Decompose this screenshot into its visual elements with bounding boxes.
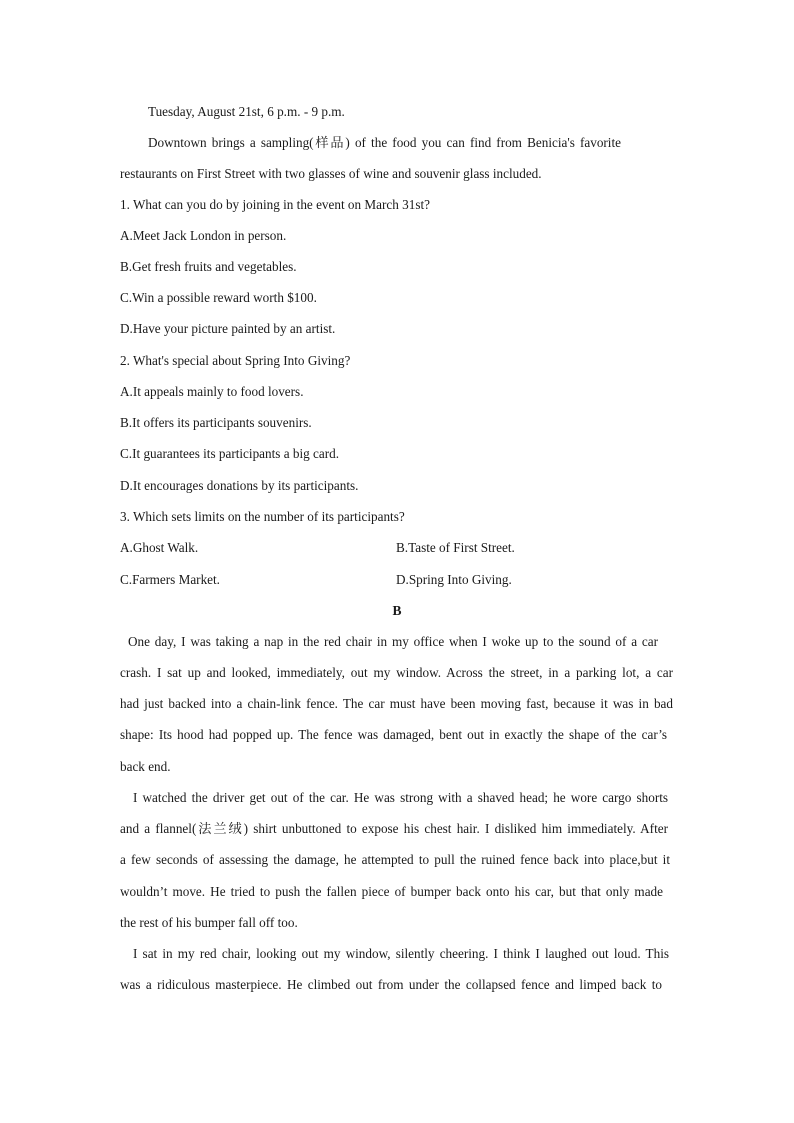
question-3-option-c: C.Farmers Market. bbox=[120, 572, 220, 587]
question-1-option-c: C.Win a possible reward worth $100. bbox=[120, 290, 317, 305]
passage-b-line-5: back end. bbox=[120, 759, 171, 774]
passage-b-line-4: shape: Its hood had popped up. The fence was damaged, bent out in exactly the shape of the car’s bbox=[120, 727, 667, 742]
event-description-line-2: restaurants on First Street with two glasses of wine and souvenir glass included. bbox=[120, 166, 542, 181]
question-2-stem: 2. What's special about Spring Into Giving? bbox=[120, 353, 351, 368]
question-3-stem: 3. Which sets limits on the number of its participants? bbox=[120, 509, 405, 524]
question-2-option-d: D.It encourages donations by its participants. bbox=[120, 478, 359, 493]
passage-b-line-12: was a ridiculous masterpiece. He climbed out from under the collapsed fence and limped back to bbox=[120, 977, 662, 992]
passage-b-line-3: had just backed into a chain-link fence. The car must have been moving fast, because it was in bad bbox=[120, 696, 673, 711]
event-description-line-1: Downtown brings a sampling(样品) of the food you can find from Benicia's favorite bbox=[148, 135, 621, 150]
passage-b-line-11: I sat in my red chair, looking out my window, silently cheering. I think I laughed out loud. This bbox=[133, 946, 669, 961]
passage-b-line-8: a few seconds of assessing the damage, he attempted to pull the ruined fence back into place,but it bbox=[120, 852, 670, 867]
question-2-option-a: A.It appeals mainly to food lovers. bbox=[120, 384, 304, 399]
question-3-option-b: B.Taste of First Street. bbox=[396, 540, 515, 555]
question-2-option-b: B.It offers its participants souvenirs. bbox=[120, 415, 312, 430]
question-1-option-b: B.Get fresh fruits and vegetables. bbox=[120, 259, 297, 274]
passage-b-line-7: and a flannel(法兰绒) shirt unbuttoned to expose his chest hair. I disliked him immediately. After bbox=[120, 821, 668, 836]
event-time: Tuesday, August 21st, 6 p.m. - 9 p.m. bbox=[148, 104, 345, 119]
question-1-option-d: D.Have your picture painted by an artist. bbox=[120, 321, 336, 336]
passage-b-line-9: wouldn’t move. He tried to push the fallen piece of bumper back onto his car, but that only made bbox=[120, 884, 663, 899]
question-1-stem: 1. What can you do by joining in the event on March 31st? bbox=[120, 197, 430, 212]
question-3-option-d: D.Spring Into Giving. bbox=[396, 572, 512, 587]
passage-b-line-6: I watched the driver get out of the car. He was strong with a shaved head; he wore cargo shorts bbox=[133, 790, 668, 805]
passage-b-line-2: crash. I sat up and looked, immediately, out my window. Across the street, in a parking lot, a car bbox=[120, 665, 673, 680]
passage-b-heading: B bbox=[392, 603, 402, 618]
passage-b-line-1: One day, I was taking a nap in the red chair in my office when I woke up to the sound of a car bbox=[128, 634, 658, 649]
question-3-option-a: A.Ghost Walk. bbox=[120, 540, 199, 555]
passage-b-line-10: the rest of his bumper fall off too. bbox=[120, 915, 298, 930]
question-2-option-c: C.It guarantees its participants a big card. bbox=[120, 446, 339, 461]
question-1-option-a: A.Meet Jack London in person. bbox=[120, 228, 287, 243]
